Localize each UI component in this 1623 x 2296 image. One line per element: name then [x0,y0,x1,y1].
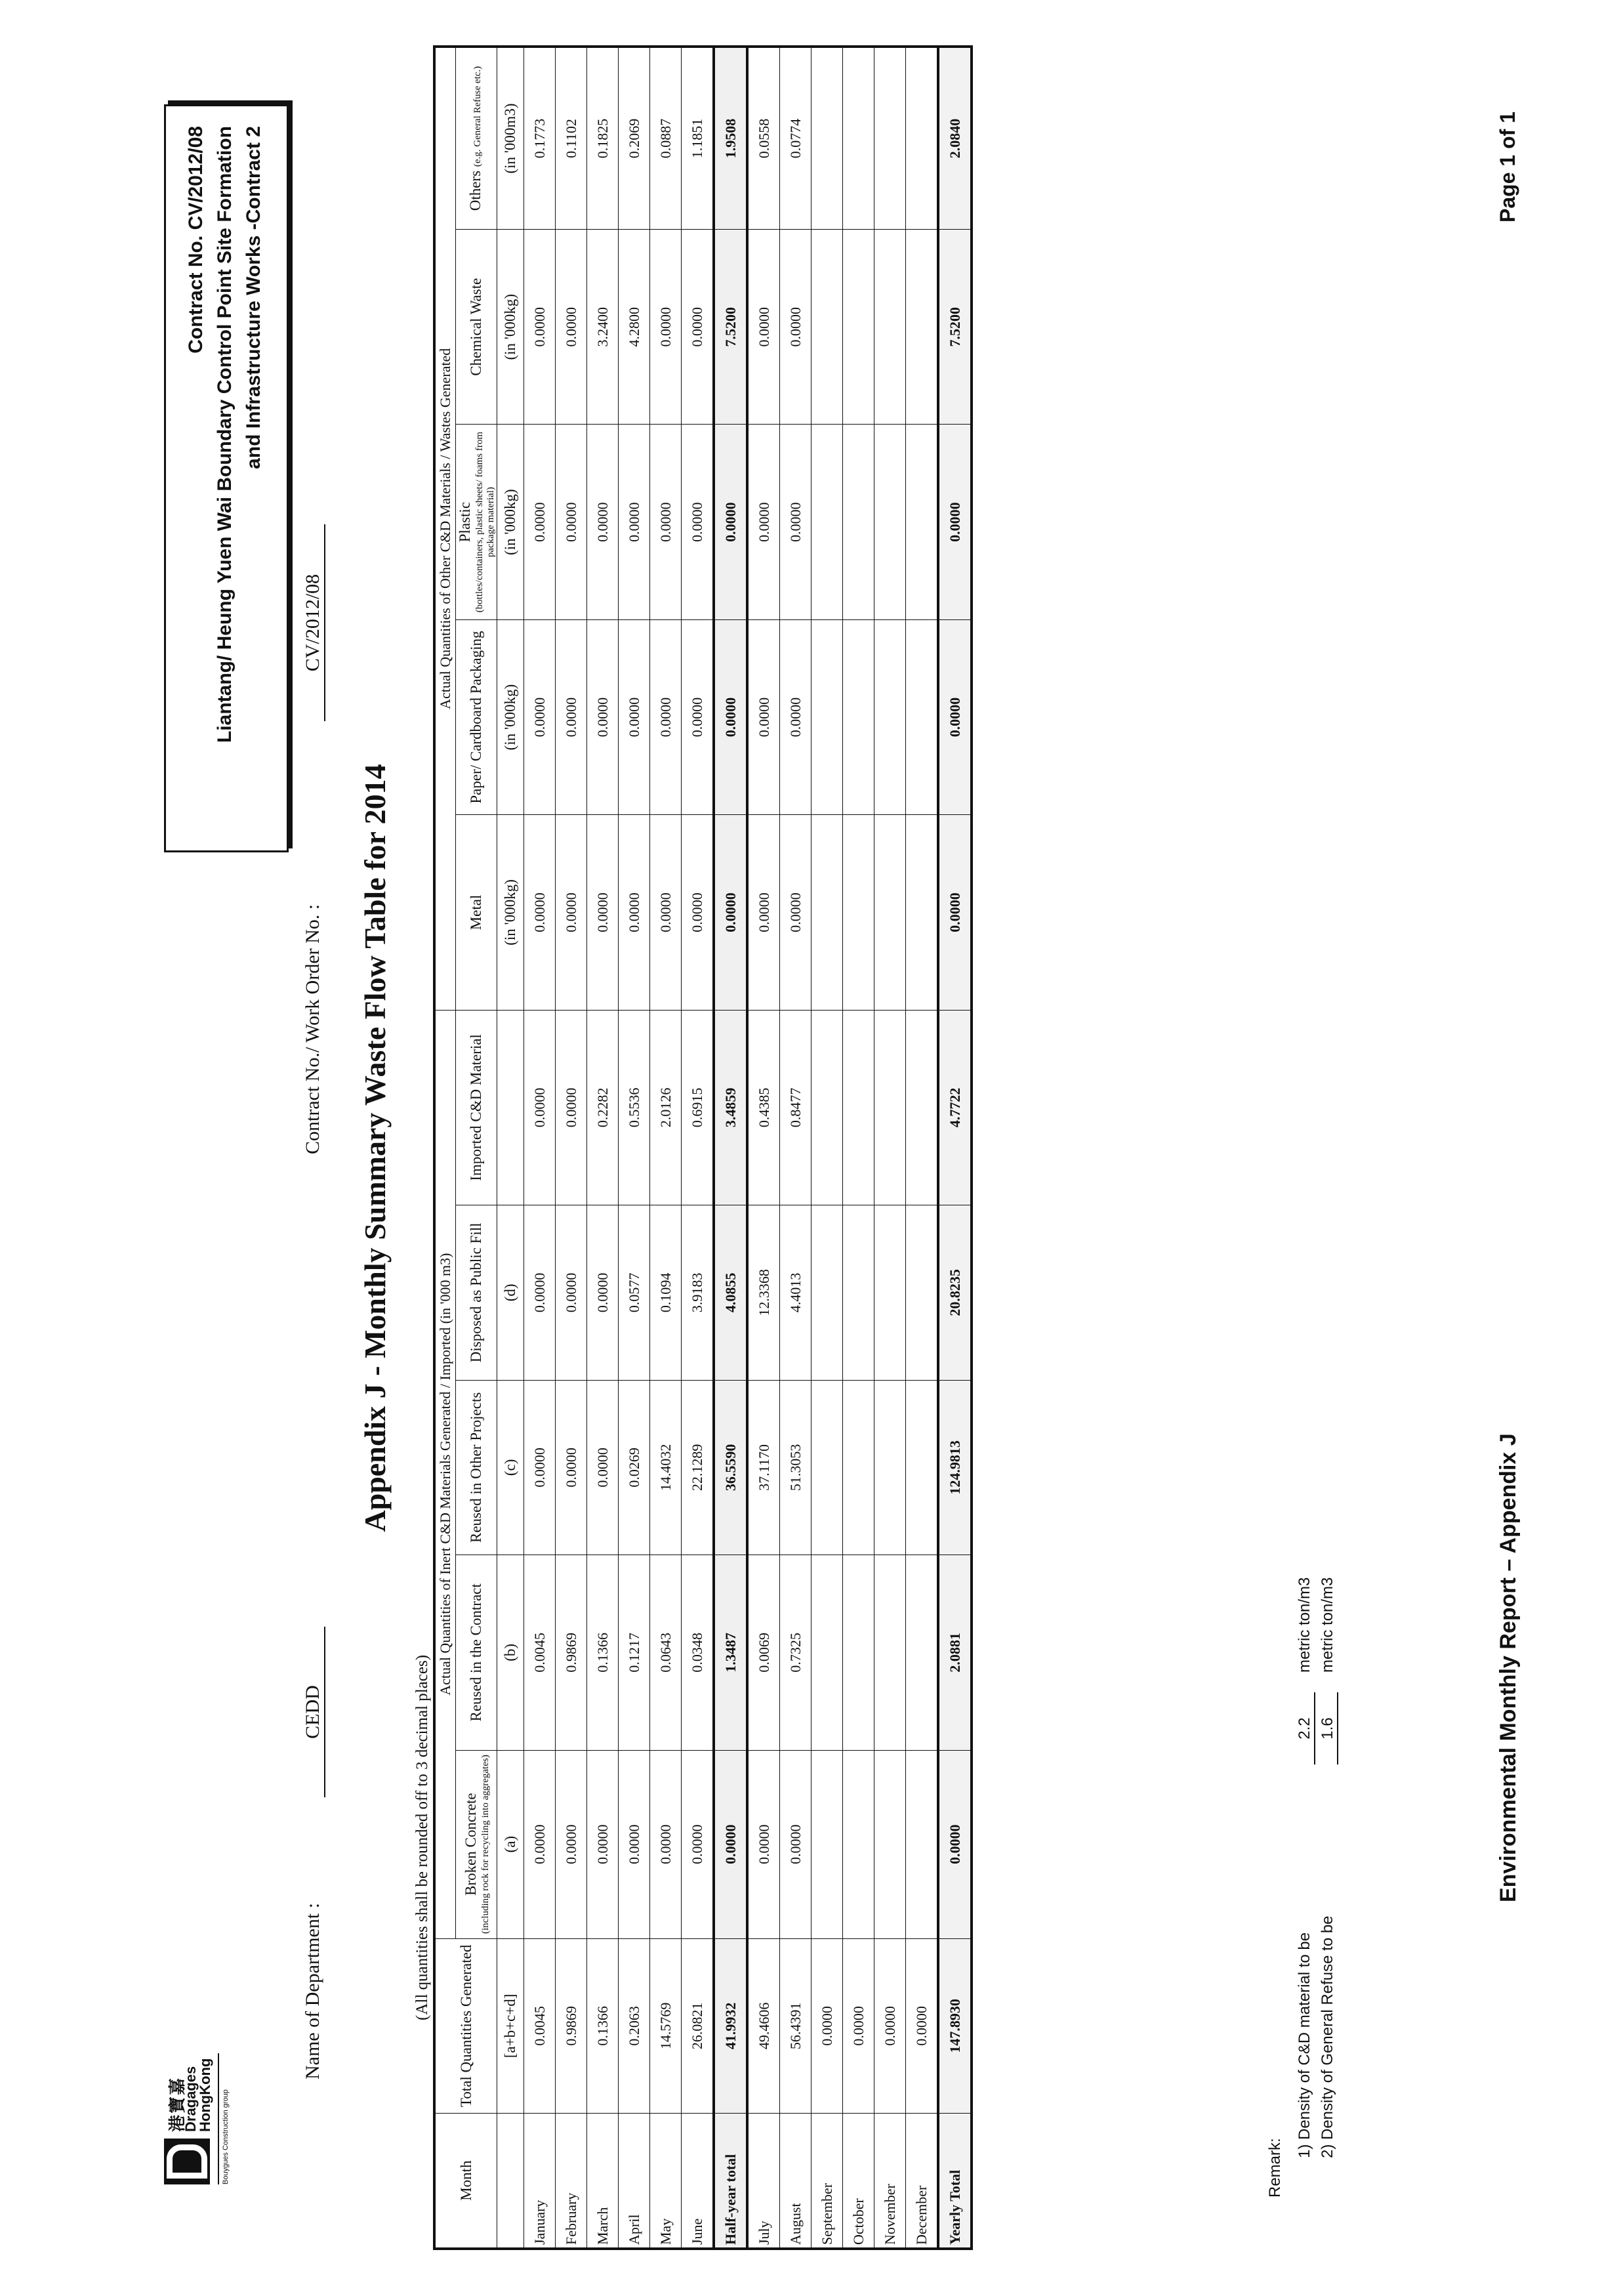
cell-imported [874,1010,906,1205]
waste-flow-table [433,45,973,2250]
cell-reused-other: 0.0000 [587,1380,619,1555]
cell-plastic: 0.0000 [650,425,682,619]
cell-disposed: 0.0000 [587,1205,619,1381]
unit-reused-contract: (b) [497,1555,524,1750]
cell-metal [906,815,939,1010]
cell-plastic [874,425,906,619]
cell-metal [874,815,906,1010]
unit-reused-other: (c) [497,1380,524,1555]
cell-disposed: 4.4013 [780,1205,812,1381]
unit-paper: (in '000kg) [497,619,524,814]
header-broken-note: (including rock for recycling into aggregates) [480,1755,491,1934]
cell-imported: 0.5536 [619,1010,650,1205]
cell-paper: 0.0000 [747,619,780,814]
cell-reused-contract: 0.7325 [780,1555,812,1750]
cell-imported [843,1010,874,1205]
cell-total: 0.0000 [906,1938,939,2114]
cell-metal [812,815,843,1010]
cell-plastic: 0.0000 [938,425,972,619]
density-cd-value: 2.2 [1296,1692,1315,1764]
cell-reused-contract: 0.0069 [747,1555,780,1750]
cell-total: 49.4606 [747,1938,780,2114]
cell-plastic: 0.0000 [747,425,780,619]
contract-name-2: and Infrastructure Works -Contract 2 [243,126,264,469]
cell-reused-contract: 2.0881 [938,1555,972,1750]
cell-month: September [812,2114,843,2249]
header-plastic-label: Plastic [457,501,473,543]
header-disposed: Disposed as Public Fill [456,1205,497,1381]
table-row [556,47,587,2249]
cell-reused-contract: 1.3487 [714,1555,747,1750]
cell-month: August [780,2114,812,2249]
cell-others [906,47,939,230]
cell-chemical [906,230,939,425]
cell-total: 14.5769 [650,1938,682,2114]
cell-month: June [682,2114,714,2249]
cell-paper: 0.0000 [780,619,812,814]
cell-imported: 0.2282 [587,1010,619,1205]
cell-metal: 0.0000 [524,815,556,1010]
table-row [747,47,780,2249]
cell-total: 56.4391 [780,1938,812,2114]
contract-name-1: Liantang/ Heung Yuen Wai Boundary Control Point Site Formation [214,126,236,743]
header-imported: Imported C&D Material [456,1010,497,1205]
cell-paper: 0.0000 [556,619,587,814]
cell-chemical: 0.0000 [682,230,714,425]
unit-plastic: (in '000kg) [497,425,524,619]
cell-plastic: 0.0000 [524,425,556,619]
cell-broken: 0.0000 [780,1750,812,1938]
footer-page-number: Page 1 of 1 [1496,112,1519,222]
cell-reused-other [906,1380,939,1555]
cell-disposed: 3.9183 [682,1205,714,1381]
cell-paper [874,619,906,814]
cell-reused-contract: 0.1366 [587,1555,619,1750]
cell-reused-other: 22.1289 [682,1380,714,1555]
cell-paper: 0.0000 [714,619,747,814]
header-plastic-note: (bottles/containers, plastic sheets/ foams from package material) [474,431,496,613]
cell-reused-other [812,1380,843,1555]
header-paper: Paper/ Cardboard Packaging [456,619,497,814]
cell-broken: 0.0000 [682,1750,714,1938]
cell-metal: 0.0000 [587,815,619,1010]
cell-reused-other: 14.4032 [650,1380,682,1555]
cell-total: 0.0045 [524,1938,556,2114]
cell-imported: 4.7722 [938,1010,972,1205]
cell-paper [812,619,843,814]
cell-reused-contract: 0.0045 [524,1555,556,1750]
department-value: CEDD [302,1627,325,1797]
table-row [587,47,619,2249]
cell-reused-other: 36.5590 [714,1380,747,1555]
unit-others: (in '000m3) [497,47,524,230]
cell-reused-contract [874,1555,906,1750]
cell-plastic: 0.0000 [714,425,747,619]
cell-reused-contract [812,1555,843,1750]
cell-chemical: 3.2400 [587,230,619,425]
density-cd-label: 1) Density of C&D material to be [1296,1932,1313,2158]
cell-month: March [587,2114,619,2249]
cell-reused-other: 0.0000 [524,1380,556,1555]
cell-disposed: 4.0855 [714,1205,747,1381]
cell-reused-other: 51.3053 [780,1380,812,1555]
cell-disposed: 0.0000 [524,1205,556,1381]
cell-disposed [812,1205,843,1381]
cell-imported: 3.4859 [714,1010,747,1205]
table-row [619,47,650,2249]
cell-total: 0.9869 [556,1938,587,2114]
cell-reused-contract: 0.0348 [682,1555,714,1750]
cell-reused-other [843,1380,874,1555]
cell-broken: 0.0000 [556,1750,587,1938]
logo-sub: Bouygues Construction group [218,2053,230,2184]
department-label: Name of Department : [302,1902,323,2079]
cell-plastic: 0.0000 [587,425,619,619]
cell-chemical: 0.0000 [556,230,587,425]
header-chemical: Chemical Waste [456,230,497,425]
cell-others: 0.1825 [587,47,619,230]
cell-paper: 0.0000 [682,619,714,814]
logo-name-1: Dragages [182,2066,199,2132]
cell-month: October [843,2114,874,2249]
cell-disposed: 0.0577 [619,1205,650,1381]
density-refuse-label: 2) Density of General Refuse to be [1319,1915,1336,2158]
cell-chemical: 4.2800 [619,230,650,425]
cell-reused-other: 37.1170 [747,1380,780,1555]
cell-broken: 0.0000 [714,1750,747,1938]
cell-reused-other: 0.0000 [556,1380,587,1555]
unit-metal: (in '000kg) [497,815,524,1010]
header-others-label: Others [466,170,483,211]
cell-chemical: 0.0000 [747,230,780,425]
cell-reused-other: 0.0269 [619,1380,650,1555]
work-order-label: Contract No./ Work Order No. : [302,904,323,1154]
cell-others: 0.2069 [619,47,650,230]
contract-box [164,104,289,852]
cell-plastic: 0.0000 [556,425,587,619]
header-reused-other: Reused in Other Projects [456,1380,497,1555]
cell-disposed: 12.3368 [747,1205,780,1381]
cell-total: 0.0000 [843,1938,874,2114]
cell-metal: 0.0000 [780,815,812,1010]
cell-disposed: 0.0000 [556,1205,587,1381]
cell-chemical: 0.0000 [524,230,556,425]
yearly-total-row [938,47,972,2249]
cell-broken [906,1750,939,1938]
header-month: Month [434,2114,497,2249]
cell-reused-other: 124.9813 [938,1380,972,1555]
density-refuse-unit: metric ton/m3 [1319,1577,1336,1673]
company-logo [164,2060,249,2184]
rounding-note: (All quantities shall be rounded off to 3 decimal places) [413,1654,431,2020]
table-row [524,47,556,2249]
work-order-value: CV/2012/08 [302,524,325,721]
table-body [524,47,972,2249]
header-reused-contract: Reused in the Contract [456,1555,497,1750]
cell-broken [874,1750,906,1938]
cell-metal [843,815,874,1010]
cell-chemical [874,230,906,425]
cell-paper: 0.0000 [650,619,682,814]
cell-total: 0.0000 [812,1938,843,2114]
cell-total: 0.2063 [619,1938,650,2114]
cell-paper [906,619,939,814]
cell-reused-contract: 0.0643 [650,1555,682,1750]
cell-broken: 0.0000 [524,1750,556,1938]
cell-chemical: 0.0000 [650,230,682,425]
cell-broken: 0.0000 [587,1750,619,1938]
density-refuse [1319,1577,1337,2158]
cell-paper: 0.0000 [524,619,556,814]
cell-reused-contract [906,1555,939,1750]
density-cd [1296,1577,1314,2158]
cell-metal: 0.0000 [619,815,650,1010]
page-title: Appendix J - Monthly Summary Waste Flow Table for 2014 [358,764,392,1532]
cell-others: 1.9508 [714,47,747,230]
cell-chemical [812,230,843,425]
cell-plastic [906,425,939,619]
header-broken [456,1750,497,1938]
cell-total: 26.0821 [682,1938,714,2114]
cell-disposed: 20.8235 [938,1205,972,1381]
logo-chinese: 港寶嘉 [168,2076,188,2132]
unit-total: [a+b+c+d] [497,1938,524,2114]
cell-broken: 0.0000 [619,1750,650,1938]
cell-disposed [874,1205,906,1381]
unit-month [497,2114,524,2249]
cell-metal: 0.0000 [938,815,972,1010]
cell-imported [812,1010,843,1205]
header-group-other: Actual Quantities of Other C&D Materials / Wastes Generated [434,47,456,1010]
cell-imported: 2.0126 [650,1010,682,1205]
cell-others: 0.0774 [780,47,812,230]
cell-chemical: 0.0000 [780,230,812,425]
unit-broken: (a) [497,1750,524,1938]
cell-paper: 0.0000 [619,619,650,814]
cell-broken: 0.0000 [938,1750,972,1938]
cell-broken: 0.0000 [650,1750,682,1938]
cell-metal: 0.0000 [747,815,780,1010]
cell-others [843,47,874,230]
half-year-total-row [714,47,747,2249]
cell-imported [906,1010,939,1205]
table-row [780,47,812,2249]
cell-paper: 0.0000 [938,619,972,814]
header-plastic [456,425,497,619]
table-row [812,47,843,2249]
table-row [843,47,874,2249]
cell-month: July [747,2114,780,2249]
cell-imported: 0.0000 [524,1010,556,1205]
cell-month: December [906,2114,939,2249]
header-total: Total Quantities Generated [434,1938,497,2114]
footer-report-name: Environmental Monthly Report – Appendix J [1496,1433,1521,1902]
cell-paper [843,619,874,814]
cell-month: April [619,2114,650,2249]
cell-month: February [556,2114,587,2249]
header-others-note: (e.g. General Refuse etc.) [472,66,483,167]
cell-others: 0.1773 [524,47,556,230]
cell-reused-contract: 0.1217 [619,1555,650,1750]
cell-month: May [650,2114,682,2249]
contract-number: Contract No. CV/2012/08 [185,126,207,354]
cell-chemical: 7.5200 [938,230,972,425]
cell-reused-contract [843,1555,874,1750]
cell-imported: 0.4385 [747,1010,780,1205]
cell-total: 41.9932 [714,1938,747,2114]
cell-others: 0.0558 [747,47,780,230]
cell-others: 0.0887 [650,47,682,230]
cell-imported: 0.0000 [556,1010,587,1205]
cell-plastic: 0.0000 [682,425,714,619]
header-broken-label: Broken Concrete [462,1793,479,1896]
density-refuse-value: 1.6 [1319,1692,1338,1764]
cell-reused-contract: 0.9869 [556,1555,587,1750]
cell-month: January [524,2114,556,2249]
cell-metal: 0.0000 [650,815,682,1010]
cell-chemical [843,230,874,425]
cell-others: 2.0840 [938,47,972,230]
unit-imported [497,1010,524,1205]
cell-others [812,47,843,230]
cell-month: Yearly Total [938,2114,972,2249]
cell-disposed: 0.1094 [650,1205,682,1381]
table-row [650,47,682,2249]
cell-reused-other [874,1380,906,1555]
unit-chemical: (in '000kg) [497,230,524,425]
cell-plastic [843,425,874,619]
header-others [456,47,497,230]
table-row [906,47,939,2249]
unit-disposed: (d) [497,1205,524,1381]
cell-metal: 0.0000 [714,815,747,1010]
cell-imported: 0.6915 [682,1010,714,1205]
cell-broken: 0.0000 [747,1750,780,1938]
cell-plastic [812,425,843,619]
density-cd-unit: metric ton/m3 [1296,1577,1313,1673]
table-row [874,47,906,2249]
header-metal: Metal [456,815,497,1010]
cell-disposed [843,1205,874,1381]
cell-others [874,47,906,230]
cell-month: November [874,2114,906,2249]
logo-name-2: HongKong [197,2058,213,2132]
cell-plastic: 0.0000 [780,425,812,619]
cell-metal: 0.0000 [556,815,587,1010]
cell-broken [812,1750,843,1938]
cell-disposed [906,1205,939,1381]
remark-label: Remark: [1266,2138,1284,2198]
table-row [682,47,714,2249]
cell-paper: 0.0000 [587,619,619,814]
cell-month: Half-year total [714,2114,747,2249]
cell-others: 1.1851 [682,47,714,230]
cell-plastic: 0.0000 [619,425,650,619]
cell-others: 0.1102 [556,47,587,230]
header-group-inert: Actual Quantities of Inert C&D Materials Generated / Imported (in '000 m3) [434,1010,456,1938]
cell-total: 0.0000 [874,1938,906,2114]
cell-imported: 0.8477 [780,1010,812,1205]
cell-chemical: 7.5200 [714,230,747,425]
cell-total: 147.8930 [938,1938,972,2114]
cell-metal: 0.0000 [682,815,714,1010]
cell-broken [843,1750,874,1938]
logo-mark-icon [164,2139,210,2184]
cell-total: 0.1366 [587,1938,619,2114]
